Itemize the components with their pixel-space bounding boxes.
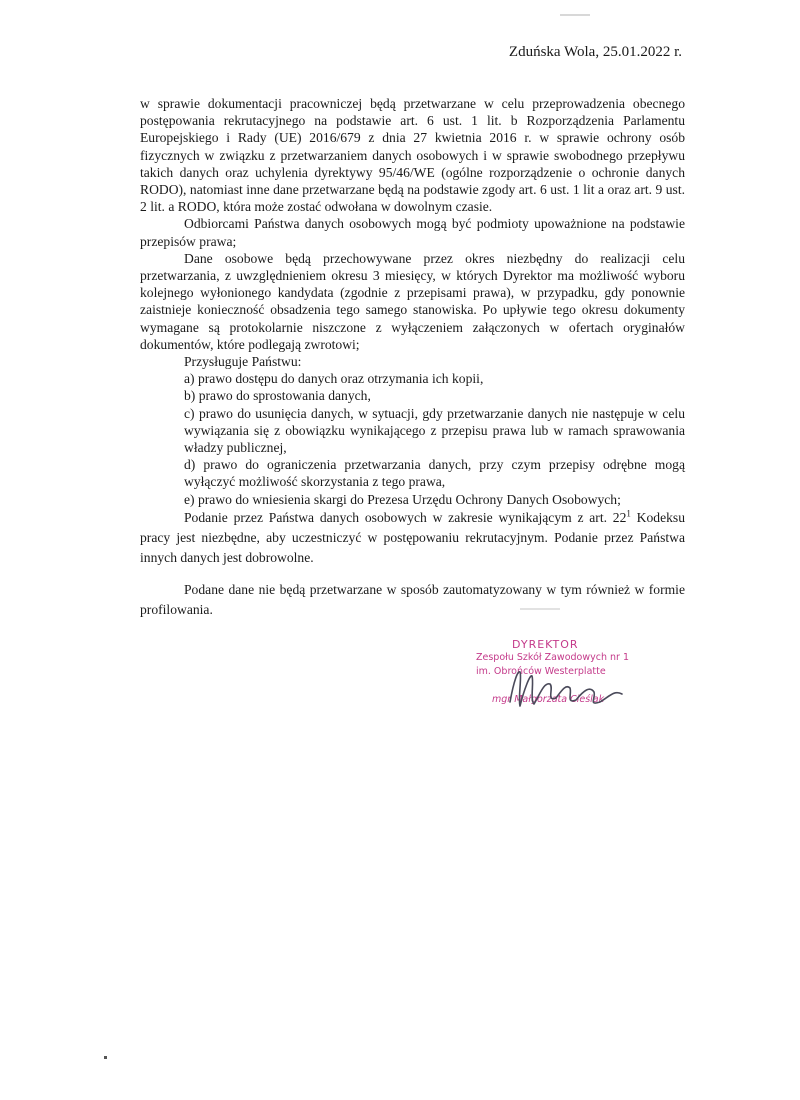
article-superscript: 1 [626,508,631,519]
labour-code-text-start: Podanie przez Państwa danych osobowych w zakresie wynikającym z art. 22 [184,509,627,525]
paragraph-retention: Dane osobowe będą przechowywane przez okres niezbędny do realizacji celu przetwarzania, z uwzględnieniem okresu 3 miesięcy, w których Dyrektor ma możliwość wyboru kolejnego wyłonionego kandydata (zgodnie z przepisami prawa), w przypadku, gdy ponownie zaistnieje konieczność obsadzenia tego samego stanowiska. Po upływie tego okresu dokumenty wymagane są protokolarnie niszczone z wyłączeniem załączonych w ofertach oryginałów dokumentów, które podlegają zwrotowi; [140,250,685,352]
scan-mark-top [560,14,590,16]
paragraph-automation: Podane dane nie będą przetwarzane w sposób zautomatyzowany w tym również w formie profilowania. [140,581,685,617]
handwritten-signature [500,660,650,720]
stamp-title: DYREKTOR [512,638,579,651]
stamp-director-name: mgr Małgorzata Cieślak [492,694,605,705]
right-item-b: b) prawo do sprostowania danych, [184,388,371,404]
scan-mark-right [520,608,560,610]
scan-mark-left [104,1056,107,1059]
document-body [140,95,685,620]
stamp-school-line: Zespołu Szkół Zawodowych nr 1 [476,652,629,663]
labour-code-text-end: Kodeksu pracy jest niezbędne, aby uczestniczyć w postępowaniu rekrutacyjnym. Podanie przez Państwa innych danych jest dobrowolne. [140,509,685,565]
paragraph-recipients: Odbiorcami Państwa danych osobowych mogą być podmioty upoważnione na podstawie przepisów prawa; [140,216,685,249]
right-item-d: d) prawo do ograniczenia przetwarzania danych, przy czym przepisy odrębne mogą wyłączyć możliwość skorzystania z tego prawa, [184,457,685,490]
date-line: Zduńska Wola, 25.01.2022 r. [508,44,682,60]
stamp-patron-line: im. Obrońców Westerplatte [476,666,606,677]
paragraph-labour-code [140,508,685,568]
paragraph-legal-basis: w sprawie dokumentacji pracowniczej będą przetwarzane w celu przeprowadzenia obecnego postępowania rekrutacyjnego na podstawie art. 6 ust. 1 lit. b Rozporządzenia Parlamentu Europejskiego i Rady (UE) 2016/679 z dnia 27 kwietnia 2016 r. w sprawie ochrony osób fizycznych w związku z przetwarzaniem danych osobowych i w sprawie swobodnego przepływu takich danych oraz uchylenia dyrektywy 95/46/WE (ogólne rozporządzenie o ochronie danych RODO), natomiast inne dane przetwarzane będą na podstawie zgody art. 6 ust. 1 lit a oraz art. 9 ust. 2 lit. a RODO, która może zostać odwołana w dowolnym czasie. [140,96,685,215]
right-item-c: c) prawo do usunięcia danych, w sytuacji, gdy przetwarzanie danych nie następuje w celu wywiązania się z obowiązku wynikającego z przepisu prawa lub w ramach sprawowania władzy publicznej, [184,405,685,456]
right-item-e: e) prawo do wniesienia skargi do Prezesa Urzędu Ochrony Danych Osobowych; [184,491,621,507]
right-item-a: a) prawo dostępu do danych oraz otrzymania ich kopii, [184,371,484,387]
rights-intro: Przysługuje Państwu: [184,354,302,370]
